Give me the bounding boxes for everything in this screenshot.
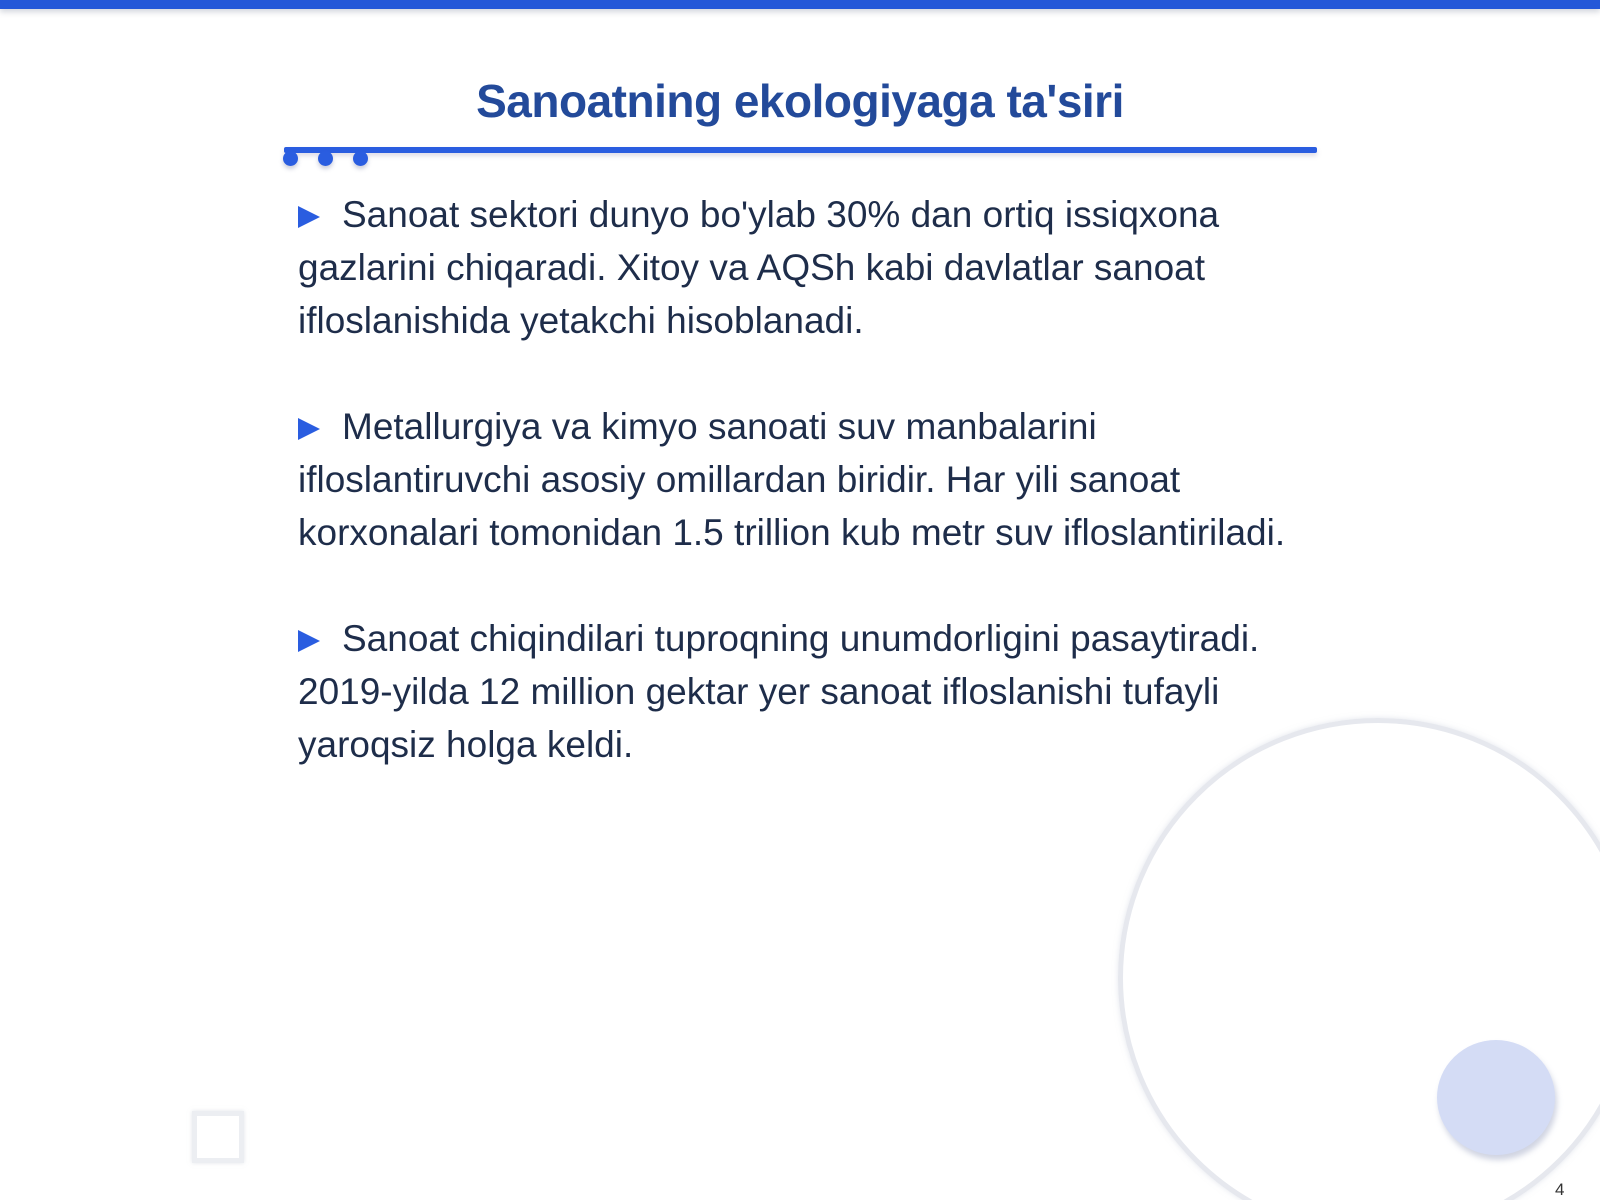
underline-dot-icon: [283, 151, 298, 166]
title-underline: [284, 147, 1317, 153]
decorative-disc: [1437, 1040, 1555, 1155]
bullet-text: Sanoat chiqindilari tuproqning unumdorligini pasaytiradi. 2019-yilda 12 million gektar yer sanoat ifloslanishi tufayli yaroqsiz holga keldi.: [298, 618, 1260, 765]
underline-dot-icon: [353, 151, 368, 166]
bullet-item: [298, 188, 1298, 347]
bullet-text: Metallurgiya va kimyo sanoati suv manbalarini ifloslantiruvchi asosiy omillardan biridir. Har yili sanoat korxonalari tomonidan 1.5 trillion kub metr suv ifloslantiriladi.: [298, 406, 1286, 553]
page-number: 4: [1555, 1180, 1565, 1199]
triangle-right-bullet-icon: [298, 630, 320, 652]
bullet-item: [298, 612, 1298, 771]
bullet-item: [298, 400, 1298, 559]
triangle-right-bullet-icon: [298, 206, 320, 228]
underline-dot-icon: [318, 151, 333, 166]
bullet-text: Sanoat sektori dunyo bo'ylab 30% dan ortiq issiqxona gazlarini chiqaradi. Xitoy va AQSh kabi davlatlar sanoat ifloslanishida yetakchi hisoblanadi.: [298, 194, 1220, 341]
top-accent-bar: [0, 0, 1600, 9]
slide-title: Sanoatning ekologiyaga ta'siri: [476, 75, 1124, 127]
bullet-list: [298, 188, 1298, 824]
triangle-right-bullet-icon: [298, 418, 320, 440]
decorative-square: [192, 1111, 244, 1163]
